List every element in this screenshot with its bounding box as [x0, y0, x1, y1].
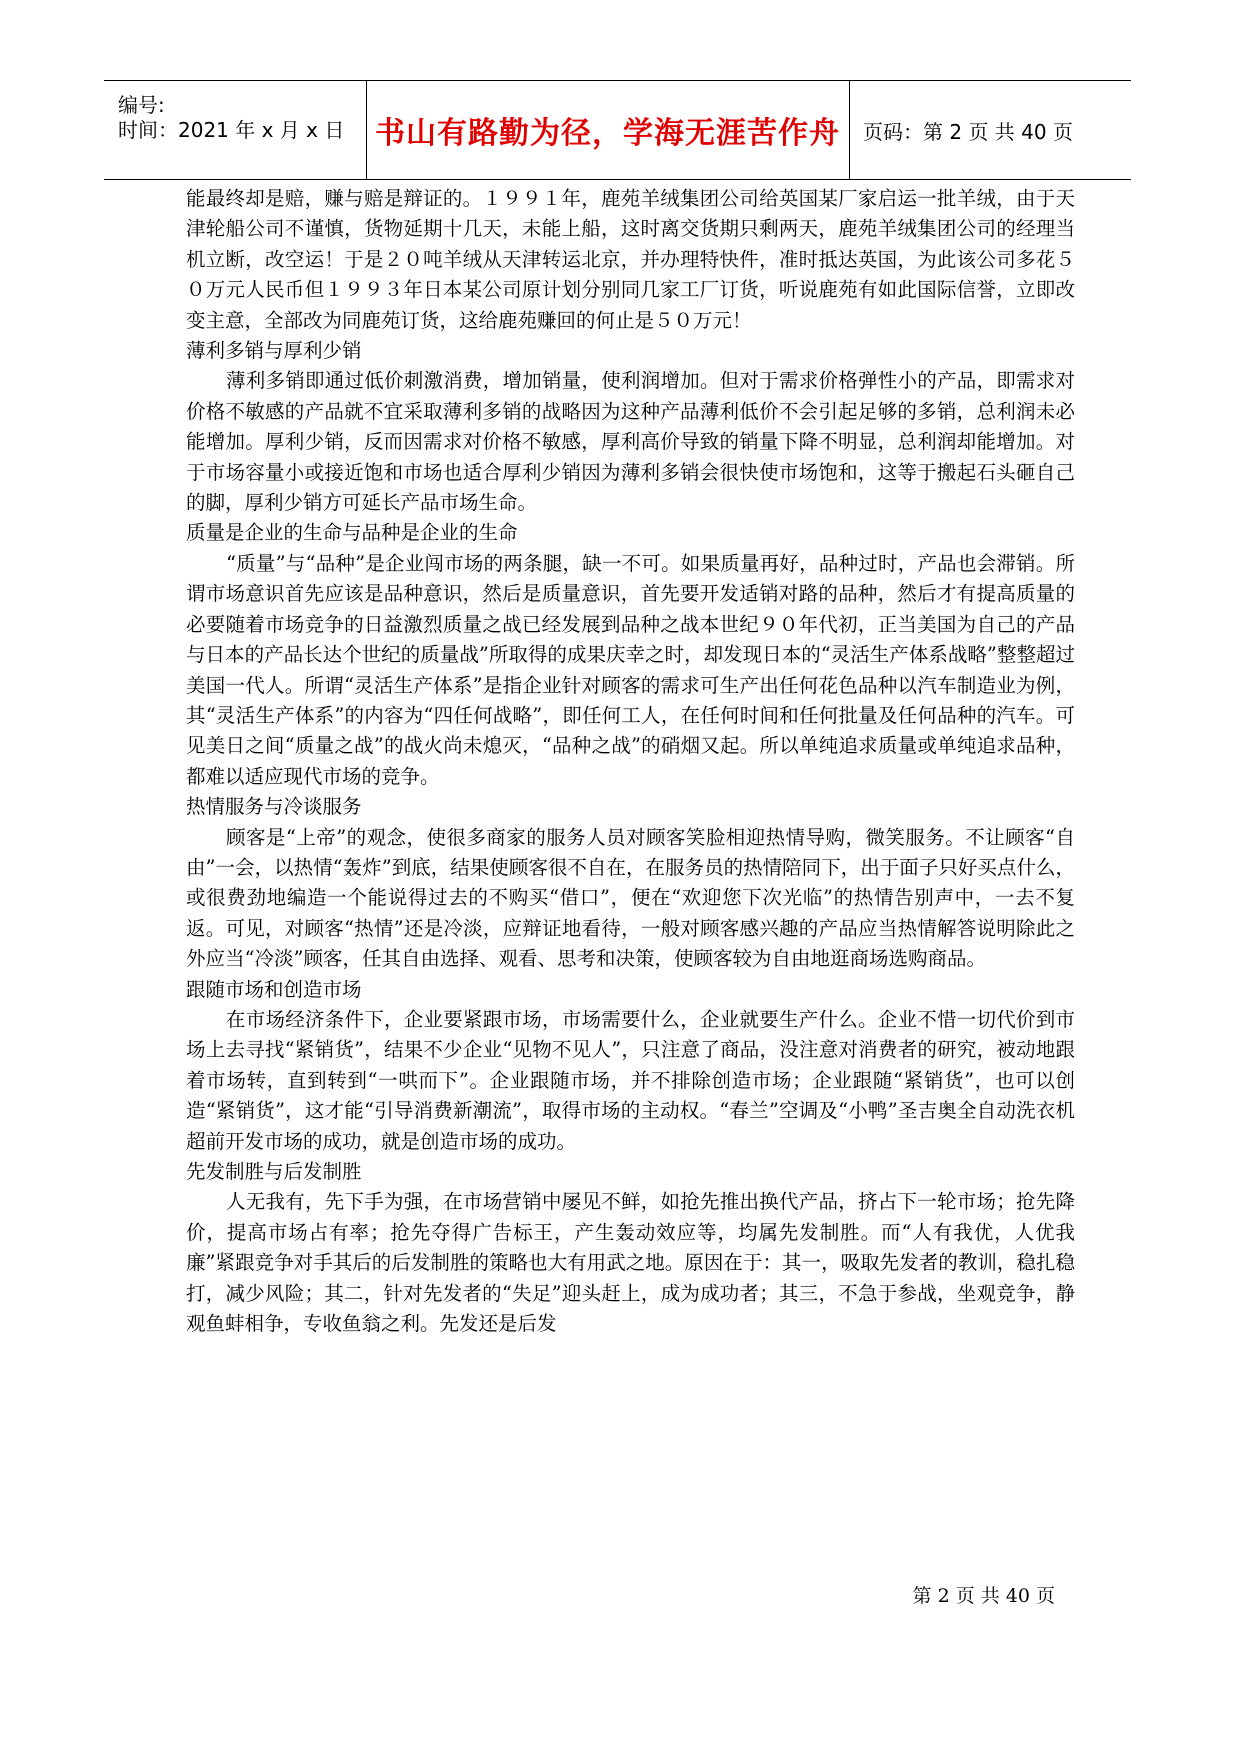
body-paragraph: 人无我有，先下手为强，在市场营销中屡见不鲜，如抢先推出换代产品，挤占下一轮市场；抢先降价，提高市场占有率；抢先夺得广告标王，产生轰动效应等，均属先发制胜。而“人有我优，人优我廉”紧跟竞争对手其后的后发制胜的策略也大有用武之地。原因在于：其一，吸取先发者的教训，稳扎稳打，减少风险；其二，针对先发者的“失足”迎头赶上，成为成功者；其三，不急于参战，坐观竞争，静观鱼蚌相争，专收鱼翁之利。先发还是后发 [186, 1190, 1075, 1336]
section-heading: 跟随市场和创造市场 [186, 977, 362, 1001]
header-page-number: 页码：第 2 页 共 40 页 [863, 119, 1073, 144]
body-paragraph: 顾客是“上帝”的观念，使很多商家的服务人员对顾客笑脸相迎热情导购，微笑服务。不让顾客“自由”一会，以热情“轰炸”到底，结果使顾客很不自在，在服务员的热情陪同下，出于面子只好买点什么，或很费劲地编造一个能说得过去的不购买“借口”，便在“欢迎您下次光临”的热情告别声中，一去不复返。可见，对顾客“热情”还是冷淡，应辩证地看待，一般对顾客感兴趣的产品应当热情解答说明除此之外应当“冷淡”顾客，任其自由选择、观看、思考和决策，使顾客较为自由地逛商场选购商品。 [186, 825, 1075, 971]
document-header [104, 80, 1131, 180]
body-paragraph: “质量”与“品种”是企业闯市场的两条腿，缺一不可。如果质量再好，品种过时，产品也会滞销。所谓市场意识首先应该是品种意识，然后是质量意识，首先要开发适销对路的品种，然后才有提高质量的必要随着市场竞争的日益激烈质量之战已经发展到品种之战本世纪９０年代初，正当美国为自己的产品与日本的产品长达个世纪的质量战”所取得的成果庆幸之时，却发现日本的“灵活生产体系战略”整整超过美国一代人。所谓“灵活生产体系”是指企业针对顾客的需求可生产出任何花色品种以汽车制造业为例，其“灵活生产体系”的内容为“四任何战略”，即任何工人，在任何时间和任何批量及任何品种的汽车。可见美日之间“质量之战”的战火尚未熄灭，“品种之战”的硝烟又起。所以单纯追求质量或单纯追求品种，都难以适应现代市场的竞争。 [186, 551, 1075, 788]
header-motto: 书山有路勤为径，学海无涯苦作舟 [375, 116, 840, 151]
section-heading: 薄利多销与厚利少销 [186, 339, 362, 363]
body-paragraph: 薄利多销即通过低价刺激消费，增加销量，使利润增加。但对于需求价格弹性小的产品，即需求对价格不敏感的产品就不宜采取薄利多销的战略因为这种产品薄利低价不会引起足够的多销，总利润未必能增加。厚利少销，反而因需求对价格不敏感，厚利高价导致的销量下降不明显，总利润却能增加。对于市场容量小或接近饱和市场也适合厚利少销因为薄利多销会很快使市场饱和，这等于搬起石头砸自己的脚，厚利少销方可延长产品市场生命。 [186, 369, 1075, 515]
document-code-label: 编号: [118, 93, 165, 117]
document-body [186, 184, 1075, 1339]
section-heading: 先发制胜与后发制胜 [186, 1160, 362, 1183]
body-paragraph: 在市场经济条件下，企业要紧跟市场，市场需要什么，企业就要生产什么。企业不惜一切代价到市场上去寻找“紧销货”，结果不少企业“见物不见人”，只注意了商品，没注意对消费者的研究，被动地跟着市场转，直到转到“一哄而下”。企业跟随市场，并不排除创造市场；企业跟随“紧销货”，也可以创造“紧销货”，这才能“引导消费新潮流”，取得市场的主动权。“春兰”空调及“小鸭”圣吉奥全自动洗衣机超前开发市场的成功，就是创造市场的成功。 [186, 1007, 1075, 1153]
body-paragraph: 能最终却是赔，赚与赔是辩证的。１９９１年，鹿苑羊绒集团公司给英国某厂家启运一批羊绒，由于天津轮船公司不谨慎，货物延期十几天，未能上船，这时离交货期只剩两天，鹿苑羊绒集团公司的经理当机立断，改空运！于是２０吨羊绒从天津转运北京，并办理特快件，准时抵达英国，为此该公司多花５０万元人民币但１９９３年日本某公司原计划分别同几家工厂订货，听说鹿苑有如此国际信誉，立即改变主意，全部改为同鹿苑订货，这给鹿苑赚回的何止是５０万元！ [186, 187, 1075, 332]
section-heading: 质量是企业的生命与品种是企业的生命 [186, 521, 518, 545]
section-heading: 热情服务与冷谈服务 [186, 795, 362, 819]
document-date-label: 时间：2021 年 x 月 x 日 [118, 118, 345, 142]
footer-page-number: 第 2 页 共 40 页 [912, 1585, 1055, 1607]
